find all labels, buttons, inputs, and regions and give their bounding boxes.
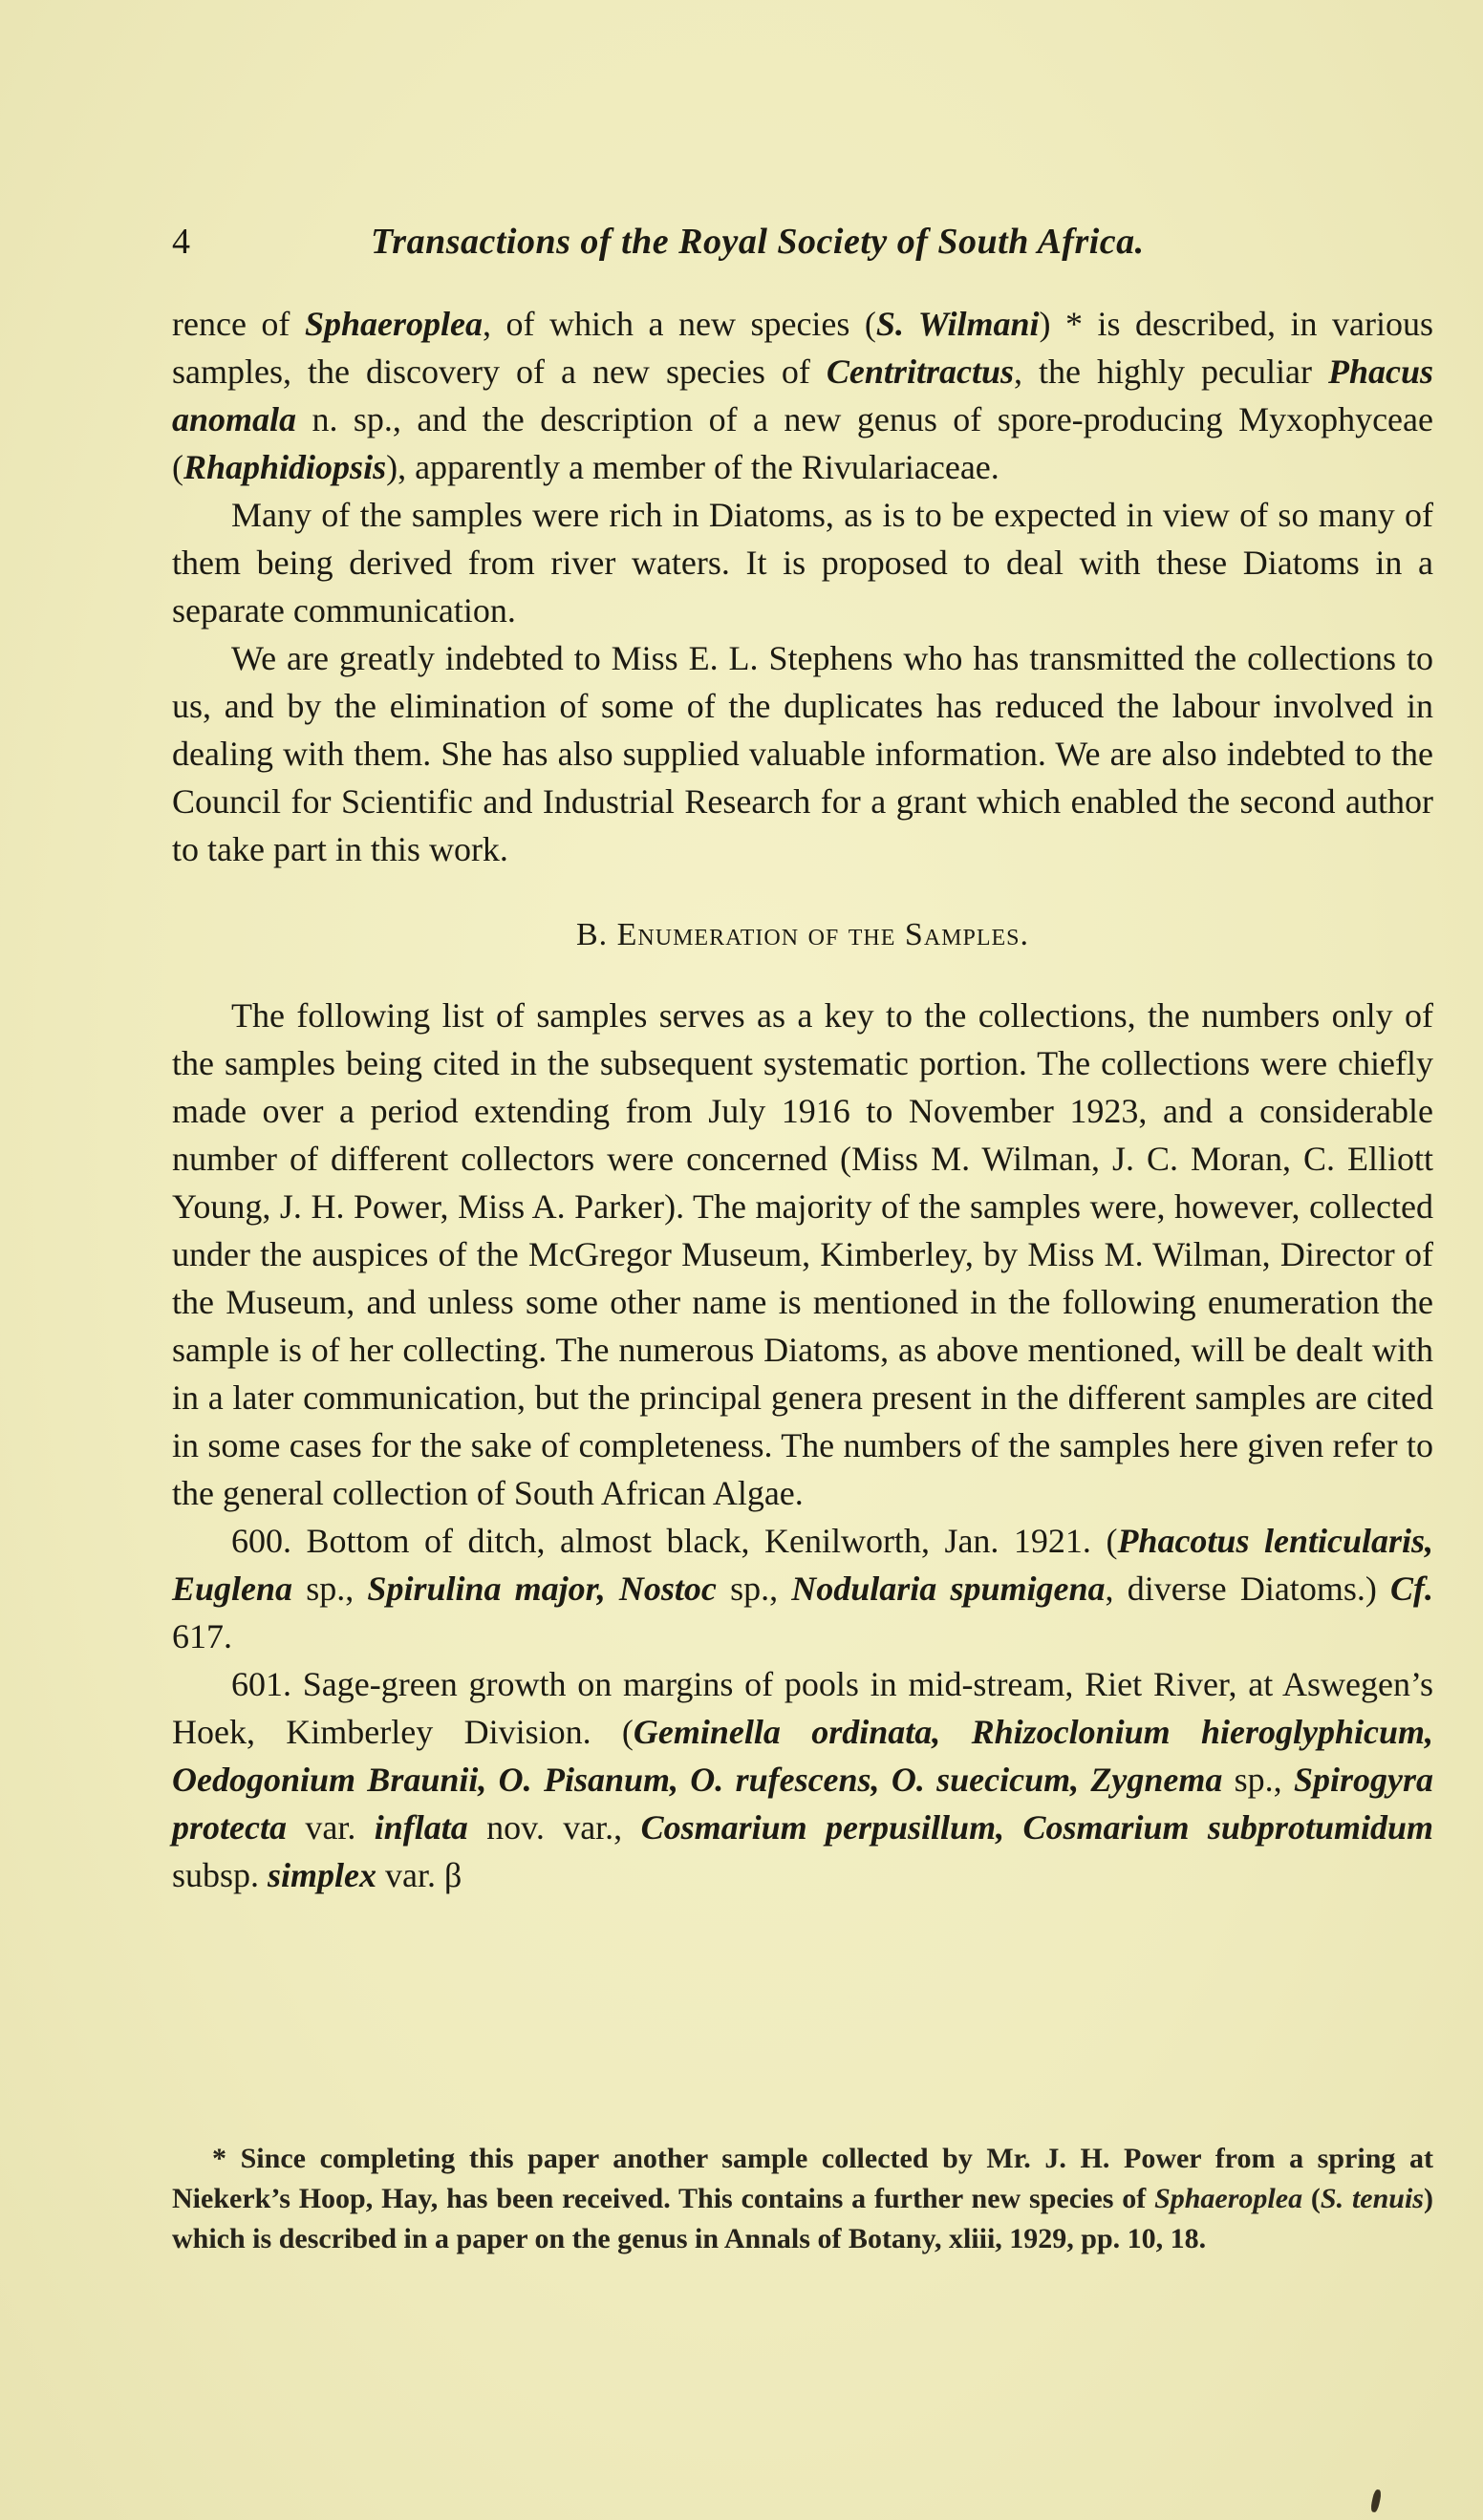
- species-name: Spirulina major, Nostoc: [367, 1570, 717, 1608]
- text-run: , the highly peculiar: [1013, 352, 1328, 391]
- page-number: 4: [172, 222, 190, 262]
- text-run: 601. Sage-green growth on margins of pools in mid-stream, Riet River, at Aswegen’s Hoek, Kimberley Division. (: [172, 1665, 1433, 1751]
- species-name: Phacotus lenticularis, Euglena: [172, 1522, 1433, 1608]
- text-run: n. sp., and the description of a new genus of spore-producing Myxophyceae (: [172, 400, 1433, 486]
- text-run: sp.,: [716, 1570, 792, 1608]
- text-run: subsp.: [172, 1856, 269, 1894]
- text-run: rence of: [172, 305, 305, 343]
- species-name: Phacus anomala: [172, 352, 1433, 438]
- genus-name: Centritractus: [826, 352, 1014, 391]
- text-run: ), apparently a member of the Rivulariaceae.: [386, 448, 999, 486]
- body-text: [172, 300, 1433, 1899]
- paragraph-diatoms: Many of the samples were rich in Diatoms, as is to be expected in view of so many of them being derived from river waters. It is proposed to deal with these Diatoms in a separate communication.: [172, 496, 1433, 630]
- page-header: [172, 218, 1433, 266]
- paragraph-samples-intro: The following list of samples serves as a key to the collections, the numbers only of the samples being cited in the subsequent systematic portion. The collections were chiefly made over a period extending from July 1916 to November 1923, and a considerable number of different collectors were concerned (Miss M. Wilman, J. C. Moran, C. Elliott Young, J. H. Power, Miss A. Parker). The majority of the samples were, however, collected under the auspices of the McGregor Museum, Kimberley, by Miss M. Wilman, Director of the Museum, and unless some other name is mentioned in the following enumeration the sample is of her collecting. The numerous Diatoms, as above mentioned, will be dealt with in a later communication, but the principal genera present in the different samples are cited in some cases for the sake of completeness. The numbers of the samples here given refer to the general collection of South African Algae.: [172, 996, 1433, 1512]
- ink-mark: [1370, 2488, 1383, 2512]
- species-name: Nodularia spumigena: [791, 1570, 1106, 1608]
- paragraph-acknowledgements: We are greatly indebted to Miss E. L. Stephens who has transmitted the collections to us, and by the elimination of some of the duplicates has reduced the labour involved in dealing with them. She has also supplied valuable information. We are also indebted to the Council for Scientific and Industrial Research for a grant which enabled the second author to take part in this work.: [172, 639, 1433, 868]
- footnote-text: [172, 2139, 1433, 2259]
- text-run: 600. Bottom of ditch, almost black, Kenilworth, Jan. 1921. (: [231, 1522, 1118, 1560]
- variety-name: inflata: [374, 1808, 468, 1847]
- text-run: * Since completing this paper another sample collected by Mr. J. H. Power from a spring at Niekerk’s Hoop, Hay, has been received. This contains a further new species of: [172, 2143, 1433, 2214]
- text-run: var.: [286, 1808, 375, 1847]
- genus-name: Sphaeroplea: [304, 305, 483, 343]
- text-run: ) * is described, in various samples, the discovery of a new species of: [172, 305, 1433, 391]
- subspecies-name: simplex: [268, 1856, 377, 1894]
- genus-name: Sphaeroplea: [1154, 2183, 1303, 2214]
- sample-entry-601: [172, 1660, 1433, 1899]
- text-run: (: [1302, 2183, 1321, 2214]
- species-name: S. tenuis: [1320, 2183, 1424, 2214]
- footnote: [172, 2139, 1433, 2259]
- text-run: var. β: [376, 1856, 462, 1894]
- text-run: , of which a new species (: [482, 305, 876, 343]
- species-name: S. Wilmani: [875, 305, 1040, 343]
- text-run: , diverse Diatoms.): [1105, 1570, 1390, 1608]
- genus-name: Rhaphidiopsis: [183, 448, 387, 486]
- section-heading: B. Enumeration of the Samples.: [575, 917, 1030, 952]
- text-run: nov. var.,: [467, 1808, 641, 1847]
- text-run: sp.,: [1222, 1761, 1294, 1799]
- text-run: 617.: [172, 1617, 232, 1655]
- text-run: sp.,: [292, 1570, 368, 1608]
- sample-entry-600: [172, 1517, 1433, 1660]
- running-title: Transactions of the Royal Society of South Africa.: [371, 222, 1145, 262]
- cf-abbreviation: Cf.: [1390, 1570, 1433, 1608]
- species-name: Geminella ordinata, Rhizoclonium hieroglyphicum, Oedogonium Braunii, O. Pisanum, O. rufescens, O. suecicum, Zygnema: [172, 1713, 1433, 1799]
- species-name: Cosmarium perpusillum, Cosmarium subprotumidum: [640, 1808, 1433, 1847]
- text-run: ) which is described in a paper on the genus in Annals of Botany, xliii, 1929, pp. 10, 18.: [172, 2183, 1433, 2254]
- paragraph-continuation: [172, 300, 1433, 491]
- species-name: Spirogyra protecta: [172, 1761, 1434, 1847]
